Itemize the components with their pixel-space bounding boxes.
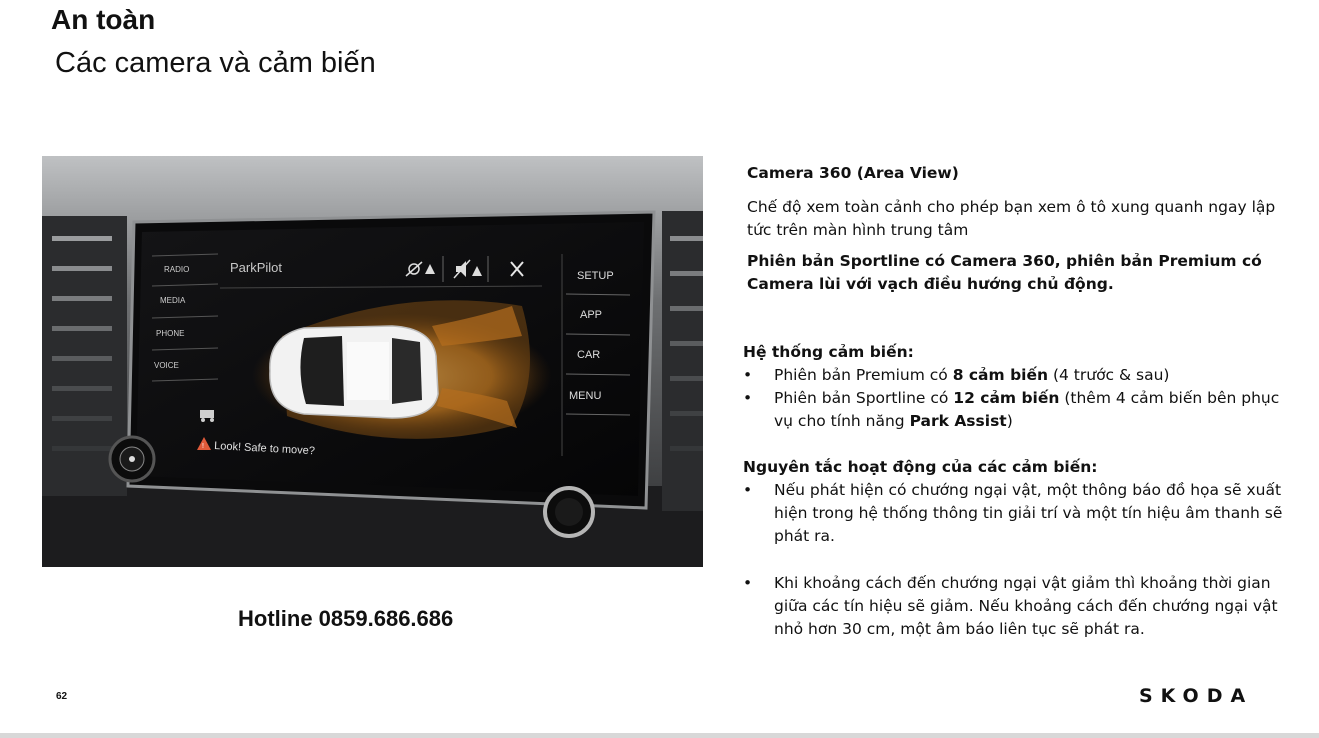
svg-text:!: !: [202, 443, 204, 450]
item-bold: Park Assist: [909, 412, 1007, 430]
brand-wordmark: SKODA: [1139, 685, 1254, 706]
app-title: ParkPilot: [230, 260, 283, 275]
menu-app[interactable]: APP: [580, 309, 603, 321]
menu-voice[interactable]: VOICE: [154, 361, 179, 370]
footer-bar: [0, 733, 1319, 738]
item-text: (thêm 4 cảm biến bên phục vụ cho tính năng: [774, 389, 1280, 430]
camera-note: Phiên bản Sportline có Camera 360, phiên bản Premium có Camera lùi với vạch điều hướng chủ động.: [747, 252, 1262, 293]
sensors-list: [743, 364, 1293, 433]
item-bold: 8 cảm biến: [952, 366, 1049, 384]
list-item: [743, 387, 1293, 433]
list-item: [743, 479, 1293, 548]
infotainment-photo: [42, 156, 703, 567]
item-text: Khi khoảng cách đến chướng ngại vật giảm thì khoảng thời gian giữa các tín hiệu sẽ giảm. Nếu khoảng cách đến chướng ngại vật nhỏ hơn 30 cm, một âm báo liên tục sẽ phát ra.: [774, 574, 1278, 638]
menu-menu[interactable]: MENU: [569, 390, 602, 402]
volume-knob[interactable]: [110, 437, 154, 481]
page-subtitle: Các camera và cảm biến: [55, 47, 376, 79]
camera-description: Chế độ xem toàn cảnh cho phép bạn xem ô tô xung quanh ngay lập tức trên màn hình trung tâm: [747, 198, 1276, 239]
operation-list: [743, 479, 1293, 548]
bullet: •: [743, 574, 753, 592]
sensors-heading: Hệ thống cảm biến:: [743, 343, 914, 361]
operation-list-2: [743, 572, 1293, 641]
item-text: Nếu phát hiện có chướng ngại vật, một thông báo đồ họa sẽ xuất hiện trong hệ thống thông tin giải trí và một tín hiệu âm thanh sẽ phát ra.: [774, 481, 1283, 545]
bullet: •: [743, 481, 753, 499]
operation-heading: Nguyên tắc hoạt động của các cảm biến:: [743, 458, 1098, 476]
tune-knob[interactable]: [545, 488, 593, 536]
page-number: 62: [56, 691, 68, 702]
menu-media[interactable]: MEDIA: [160, 296, 186, 305]
menu-car[interactable]: CAR: [577, 349, 601, 361]
menu-phone[interactable]: PHONE: [156, 329, 185, 338]
item-text: ): [1006, 412, 1013, 430]
skoda-logo: [1139, 684, 1265, 706]
item-text: (4 trước & sau): [1048, 366, 1170, 384]
bullet: •: [743, 389, 753, 407]
camera-title: Camera 360 (Area View): [747, 164, 959, 182]
car-icon: [270, 326, 438, 418]
menu-radio[interactable]: RADIO: [164, 265, 190, 274]
right-vent: [662, 211, 703, 511]
hotline: Hotline 0859.686.686: [238, 606, 454, 631]
menu-setup[interactable]: SETUP: [577, 270, 614, 282]
item-bold: 12 cảm biến: [953, 389, 1060, 407]
item-text: Phiên bản Sportline có: [774, 389, 954, 407]
list-item: [743, 572, 1293, 641]
list-item: [743, 364, 1293, 387]
bullet: •: [743, 366, 753, 384]
section-title: An toàn: [51, 4, 156, 35]
warning-text: Look! Safe to move?: [213, 440, 316, 458]
item-text: Phiên bản Premium có: [774, 366, 953, 384]
